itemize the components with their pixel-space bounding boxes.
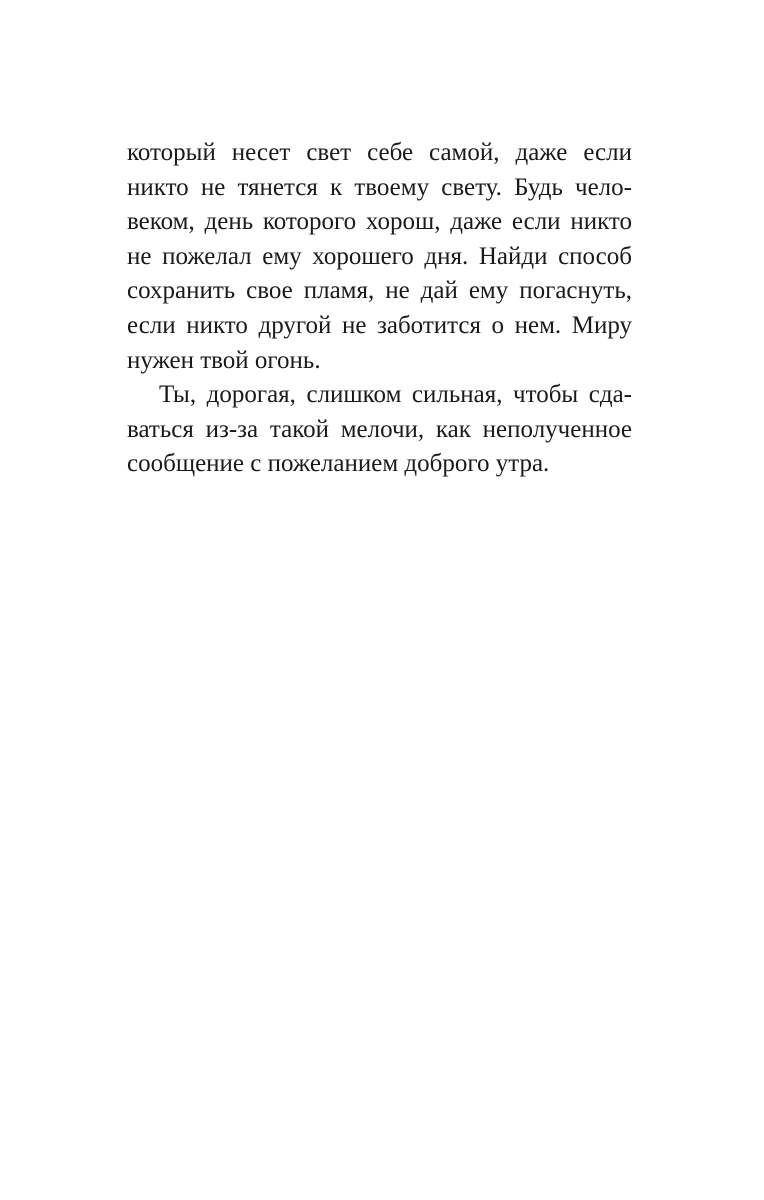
text-line: нужен твой огонь.: [127, 346, 321, 374]
paragraph-1: [127, 136, 632, 378]
body-text: [127, 136, 632, 482]
text-line: сообщение с пожеланием доброго утра.: [127, 450, 550, 478]
text-line: который несет свет себе самой, даже если: [127, 139, 632, 166]
text-line: не пожелал ему хорошего дня. Найди способ: [127, 242, 632, 270]
text-line: Ты, дорогая, слишком сильная, чтобы сда-: [159, 381, 632, 409]
text-line: ваться из-за такой мелочи, как неполученное: [127, 415, 632, 443]
text-line: никто не тянется к твоему свету. Будь чело-: [127, 173, 632, 201]
paragraph-2: [127, 378, 632, 482]
text-line: сохранить свое пламя, не дай ему погаснуть,: [127, 277, 632, 305]
text-line: веком, день которого хорош, даже если никто: [127, 208, 632, 236]
text-line: если никто другой не заботится о нем. Миру: [127, 311, 632, 339]
